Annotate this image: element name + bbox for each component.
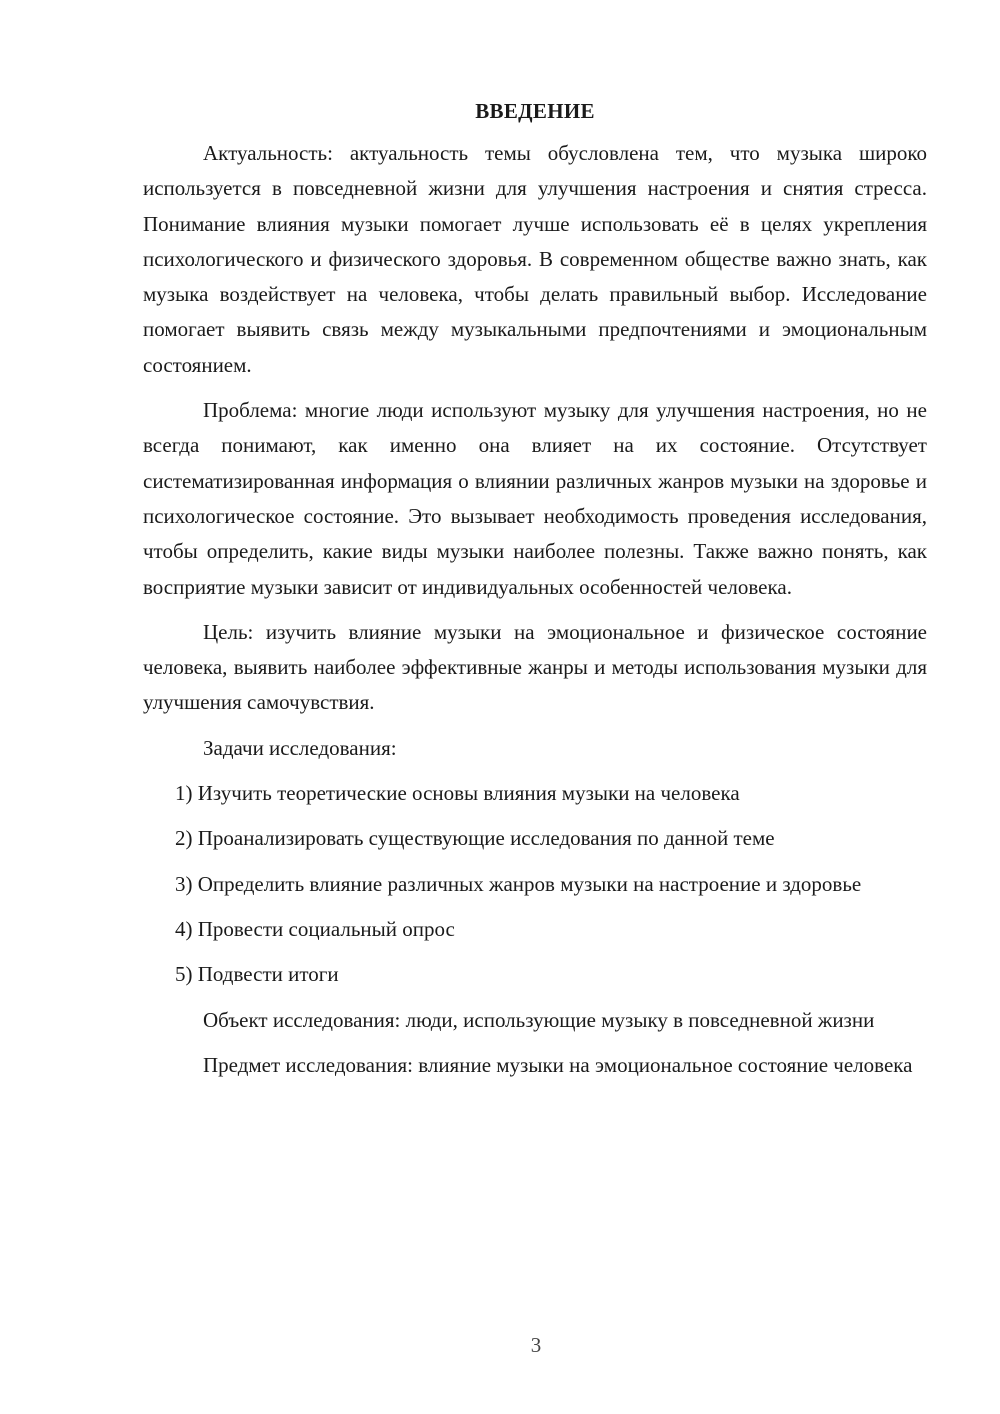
task-item-1: 1) Изучить теоретические основы влияния музыки на человека [175,781,740,806]
page-number: 3 [530,1333,542,1357]
task-item-5: 5) Подвести итоги [175,962,339,987]
page-title: ВВЕДЕНИЕ [475,99,595,123]
task-item-3: 3) Определить влияние различных жанров музыки на настроение и здоровье [175,871,862,896]
tasks-heading: Задачи исследования: [203,735,397,760]
paragraph-relevance: Актуальность: актуальность темы обусловлена тем, что музыка широко используется в повседневной жизни для улучшения настроения и снятия стресса. Понимание влияния музыки помогает лучше использовать её в целях укрепления психологического и физического здоровья. В современном обществе важно знать, как музыка воздействует на человека, чтобы делать правильный выбор. Исследование помогает выявить связь между музыкальными предпочтениями и эмоциональным состоянием. [143,141,927,377]
paragraph-goal: Цель: изучить влияние музыки на эмоциональное и физическое состояние человека, выявить наиболее эффективные жанры и методы использования музыки для улучшения самочувствия. [143,619,927,715]
task-item-4: 4) Провести социальный опрос [175,916,455,941]
paragraph-problem: Проблема: многие люди используют музыку для улучшения настроения, но не всегда понимают, как именно она влияет на их состояние. Отсутствует систематизированная информация о влиянии различных жанров музыки на здоровье и психологическое состояние. Это вызывает необходимость проведения исследования, чтобы определить, какие виды музыки наиболее полезны. Также важно понять, как восприятие музыки зависит от индивидуальных особенностей человека. [143,398,927,599]
task-item-2: 2) Проанализировать существующие исследования по данной теме [175,826,775,851]
document-page [143,96,927,1093]
paragraph-subject: Предмет исследования: влияние музыки на эмоциональное состояние человека [203,1052,913,1077]
paragraph-object: Объект исследования: люди, использующие музыку в повседневной жизни [203,1007,875,1032]
